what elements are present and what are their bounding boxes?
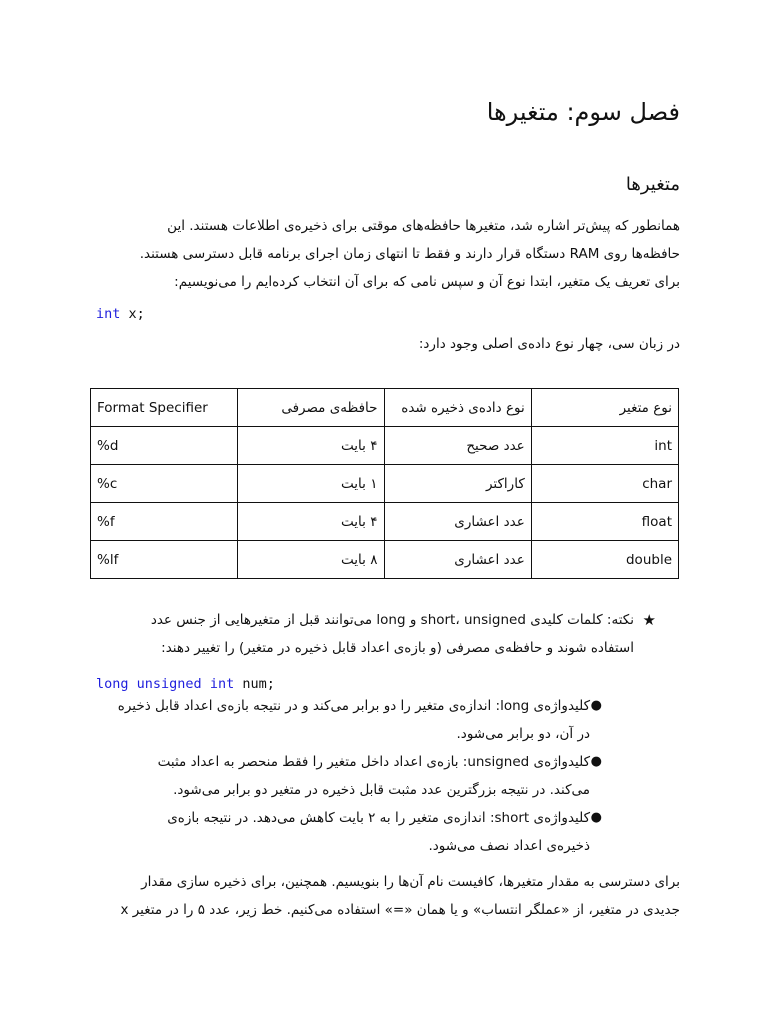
note-text <box>90 606 634 662</box>
table-cell: %d <box>91 427 238 465</box>
table-cell: ۴ بایت <box>238 427 384 465</box>
code-snippet-long-unsigned <box>96 674 275 694</box>
table-cell: ۱ بایت <box>238 465 384 503</box>
table-header-row <box>91 389 679 427</box>
bullet-dot-icon: ● <box>590 754 602 769</box>
list-item-line: ذخیره‌ی اعداد نصف می‌شود. <box>428 838 590 854</box>
table-row <box>91 427 679 465</box>
table-cell: %f <box>91 503 238 541</box>
bullet-dot-icon: ● <box>590 810 602 825</box>
closing-line: جدیدی در متغیر، از «عملگر انتساب» و یا همان «=» استفاده می‌کنیم. خط زیر، عدد ۵ را در متغیر x <box>120 902 680 918</box>
bullet-dot-icon: ● <box>590 698 602 713</box>
list-item-line: در آن، دو برابر می‌شود. <box>456 726 590 742</box>
table-cell <box>531 465 678 503</box>
list-item-line: کلیدواژه‌ی unsigned: بازه‌ی اعداد داخل متغیر را فقط منحصر به اعداد مثبت <box>157 754 590 770</box>
table-cell: ۴ بایت <box>238 503 384 541</box>
closing-line: برای دسترسی به مقدار متغیرها، کافیست نام آن‌ها را بنویسیم. همچنین، برای ذخیره سازی مقدار <box>141 874 680 890</box>
table-header-cell: نوع داده‌ی ذخیره شده <box>384 389 531 427</box>
document-page <box>90 0 680 1024</box>
code-keyword: int <box>96 306 121 322</box>
table-cell <box>531 427 678 465</box>
intro-line: همانطور که پیش‌تر اشاره شد، متغیرها حافظه‌های موقتی برای ذخیره‌ی اطلاعات هستند. این <box>167 218 680 234</box>
table-cell <box>531 503 678 541</box>
type-name: float <box>641 513 672 530</box>
code-keyword: int <box>209 676 235 692</box>
table-row <box>91 541 679 579</box>
intro-line: حافظه‌ها روی RAM دستگاه قرار دارند و فقط تا انتهای زمان اجرای برنامه قابل دسترسی هستند. <box>139 246 680 262</box>
table-cell: عدد اعشاری <box>384 503 531 541</box>
note-block <box>90 606 680 662</box>
table-cell: %lf <box>91 541 238 579</box>
table-cell: کاراکتر <box>384 465 531 503</box>
code-keyword: long <box>96 676 129 692</box>
list-item-line: کلیدواژه‌ی short: اندازه‌ی متغیر را به ۲ بایت کاهش می‌دهد. در نتیجه بازه‌ی <box>167 810 590 826</box>
intro-line: برای تعریف یک متغیر، ابتدا نوع آن و سپس نامی که برای آن انتخاب کرده‌ایم را می‌نویسیم: <box>174 274 680 290</box>
table-header-cell: نوع متغیر <box>531 389 678 427</box>
table-cell: %c <box>91 465 238 503</box>
code-snippet-int-x <box>96 304 145 324</box>
types-intro-line: در زبان سی، چهار نوع داده‌ی اصلی وجود دارد: <box>418 336 680 352</box>
keyword-bullet-list <box>90 692 680 860</box>
type-name: double <box>625 551 672 568</box>
section-title: متغیرها <box>625 174 680 195</box>
table-cell: عدد اعشاری <box>384 541 531 579</box>
intro-paragraph <box>90 212 680 296</box>
table-header-cell: Format Specifier <box>91 389 238 427</box>
list-item <box>90 804 680 860</box>
list-item-line: کلیدواژه‌ی long: اندازه‌ی متغیر را دو برابر می‌کند و در نتیجه بازه‌ی اعداد قابل ذخیره <box>117 698 590 714</box>
code-keyword: unsigned <box>136 676 202 692</box>
table-cell: ۸ بایت <box>238 541 384 579</box>
list-item <box>90 748 680 804</box>
table-row <box>91 465 679 503</box>
note-line: استفاده شوند و حافظه‌ی مصرفی (و بازه‌ی اعداد قابل ذخیره در متغیر) را تغییر دهند: <box>161 640 634 656</box>
code-text: x; <box>120 306 145 322</box>
table-cell <box>531 541 678 579</box>
table-header-cell: حافظه‌ی مصرفی <box>238 389 384 427</box>
table-cell: عدد صحیح <box>384 427 531 465</box>
type-name: int <box>654 437 672 454</box>
note-line: نکته: کلمات کلیدی short، unsigned و long می‌توانند قبل از متغیرهایی از جنس عدد <box>150 612 634 628</box>
chapter-title: فصل سوم: متغیرها <box>486 98 680 126</box>
type-name: char <box>642 475 672 492</box>
list-item-line: می‌کند. در نتیجه بزرگترین عدد مثبت قابل ذخیره در متغیر دو برابر می‌شود. <box>173 782 590 798</box>
data-types-table <box>90 388 679 579</box>
table-row <box>91 503 679 541</box>
types-intro <box>90 330 680 358</box>
closing-paragraph <box>90 868 680 924</box>
list-item <box>90 692 680 748</box>
star-icon: ★ <box>642 611 656 629</box>
code-text: num; <box>234 676 275 692</box>
